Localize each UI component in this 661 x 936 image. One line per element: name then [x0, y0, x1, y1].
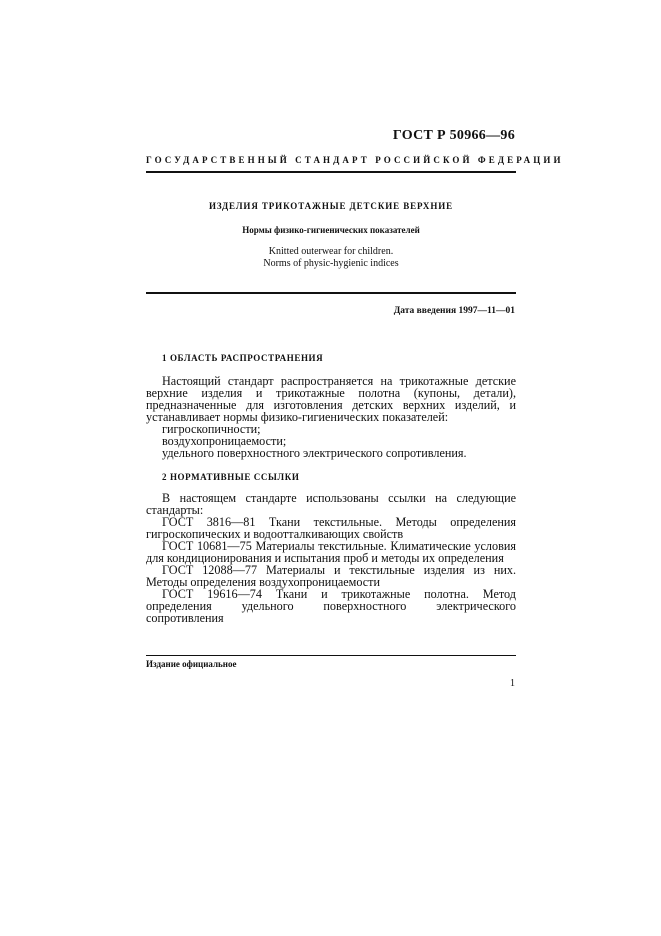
section-2-heading: 2 НОРМАТИВНЫЕ ССЫЛКИ	[162, 472, 300, 482]
title-rule	[146, 292, 516, 294]
official-edition-label: Издание официальное	[146, 659, 237, 669]
english-title-line-2: Norms of physic-hygienic indices	[263, 258, 399, 269]
section-2-body	[146, 492, 516, 624]
introduction-date: Дата введения 1997—11—01	[393, 306, 515, 316]
footer-rule	[146, 655, 516, 656]
document-title: ИЗДЕЛИЯ ТРИКОТАЖНЫЕ ДЕТСКИЕ ВЕРХНИЕ	[208, 201, 454, 211]
section-1-paragraph: Настоящий стандарт распространяется на трикотажные детские верхние изделия и трикотажные полотна (купоны, детали), предназначенные для изготовления детских верхних изделий, и устанавливает нормы физико-гигиенических показателей:	[146, 374, 516, 424]
section-1-body	[146, 375, 516, 459]
reference-item: ГОСТ 19616—74 Ткани и трикотажные полотна. Метод определения удельного поверхностного электрического сопротивления	[146, 587, 516, 625]
reference-item: ГОСТ 10681—75 Материалы текстильные. Климатические условия для кондиционирования и испытания проб и методы их определения	[146, 539, 516, 565]
reference-item: ГОСТ 12088—77 Материалы и текстильные изделия из них. Методы определения воздухопроницаемости	[146, 563, 516, 589]
gost-number: ГОСТ Р 50966—96	[392, 128, 515, 143]
section-2-intro: В настоящем стандарте использованы ссылки на следующие стандарты:	[146, 491, 516, 517]
document-subtitle: Нормы физико-гигиенических показателей	[242, 225, 420, 235]
reference-item: ГОСТ 3816—81 Ткани текстильные. Методы определения гигроскопических и водоотталкивающих свойств	[146, 515, 516, 541]
list-item: воздухопроницаемости;	[162, 434, 287, 448]
list-item: гигроскопичности;	[162, 422, 261, 436]
state-standard-heading: ГОСУДАРСТВЕННЫЙ СТАНДАРТ РОССИЙСКОЙ ФЕДЕРАЦИИ	[146, 155, 564, 165]
english-title-line-1: Knitted outerwear for children.	[268, 246, 394, 257]
page-number: 1	[510, 678, 515, 689]
section-1-heading: 1 ОБЛАСТЬ РАСПРОСТРАНЕНИЯ	[162, 353, 324, 363]
list-item: удельного поверхностного электрического сопротивления.	[162, 446, 467, 460]
header-rule	[146, 171, 516, 173]
english-title	[146, 246, 516, 270]
